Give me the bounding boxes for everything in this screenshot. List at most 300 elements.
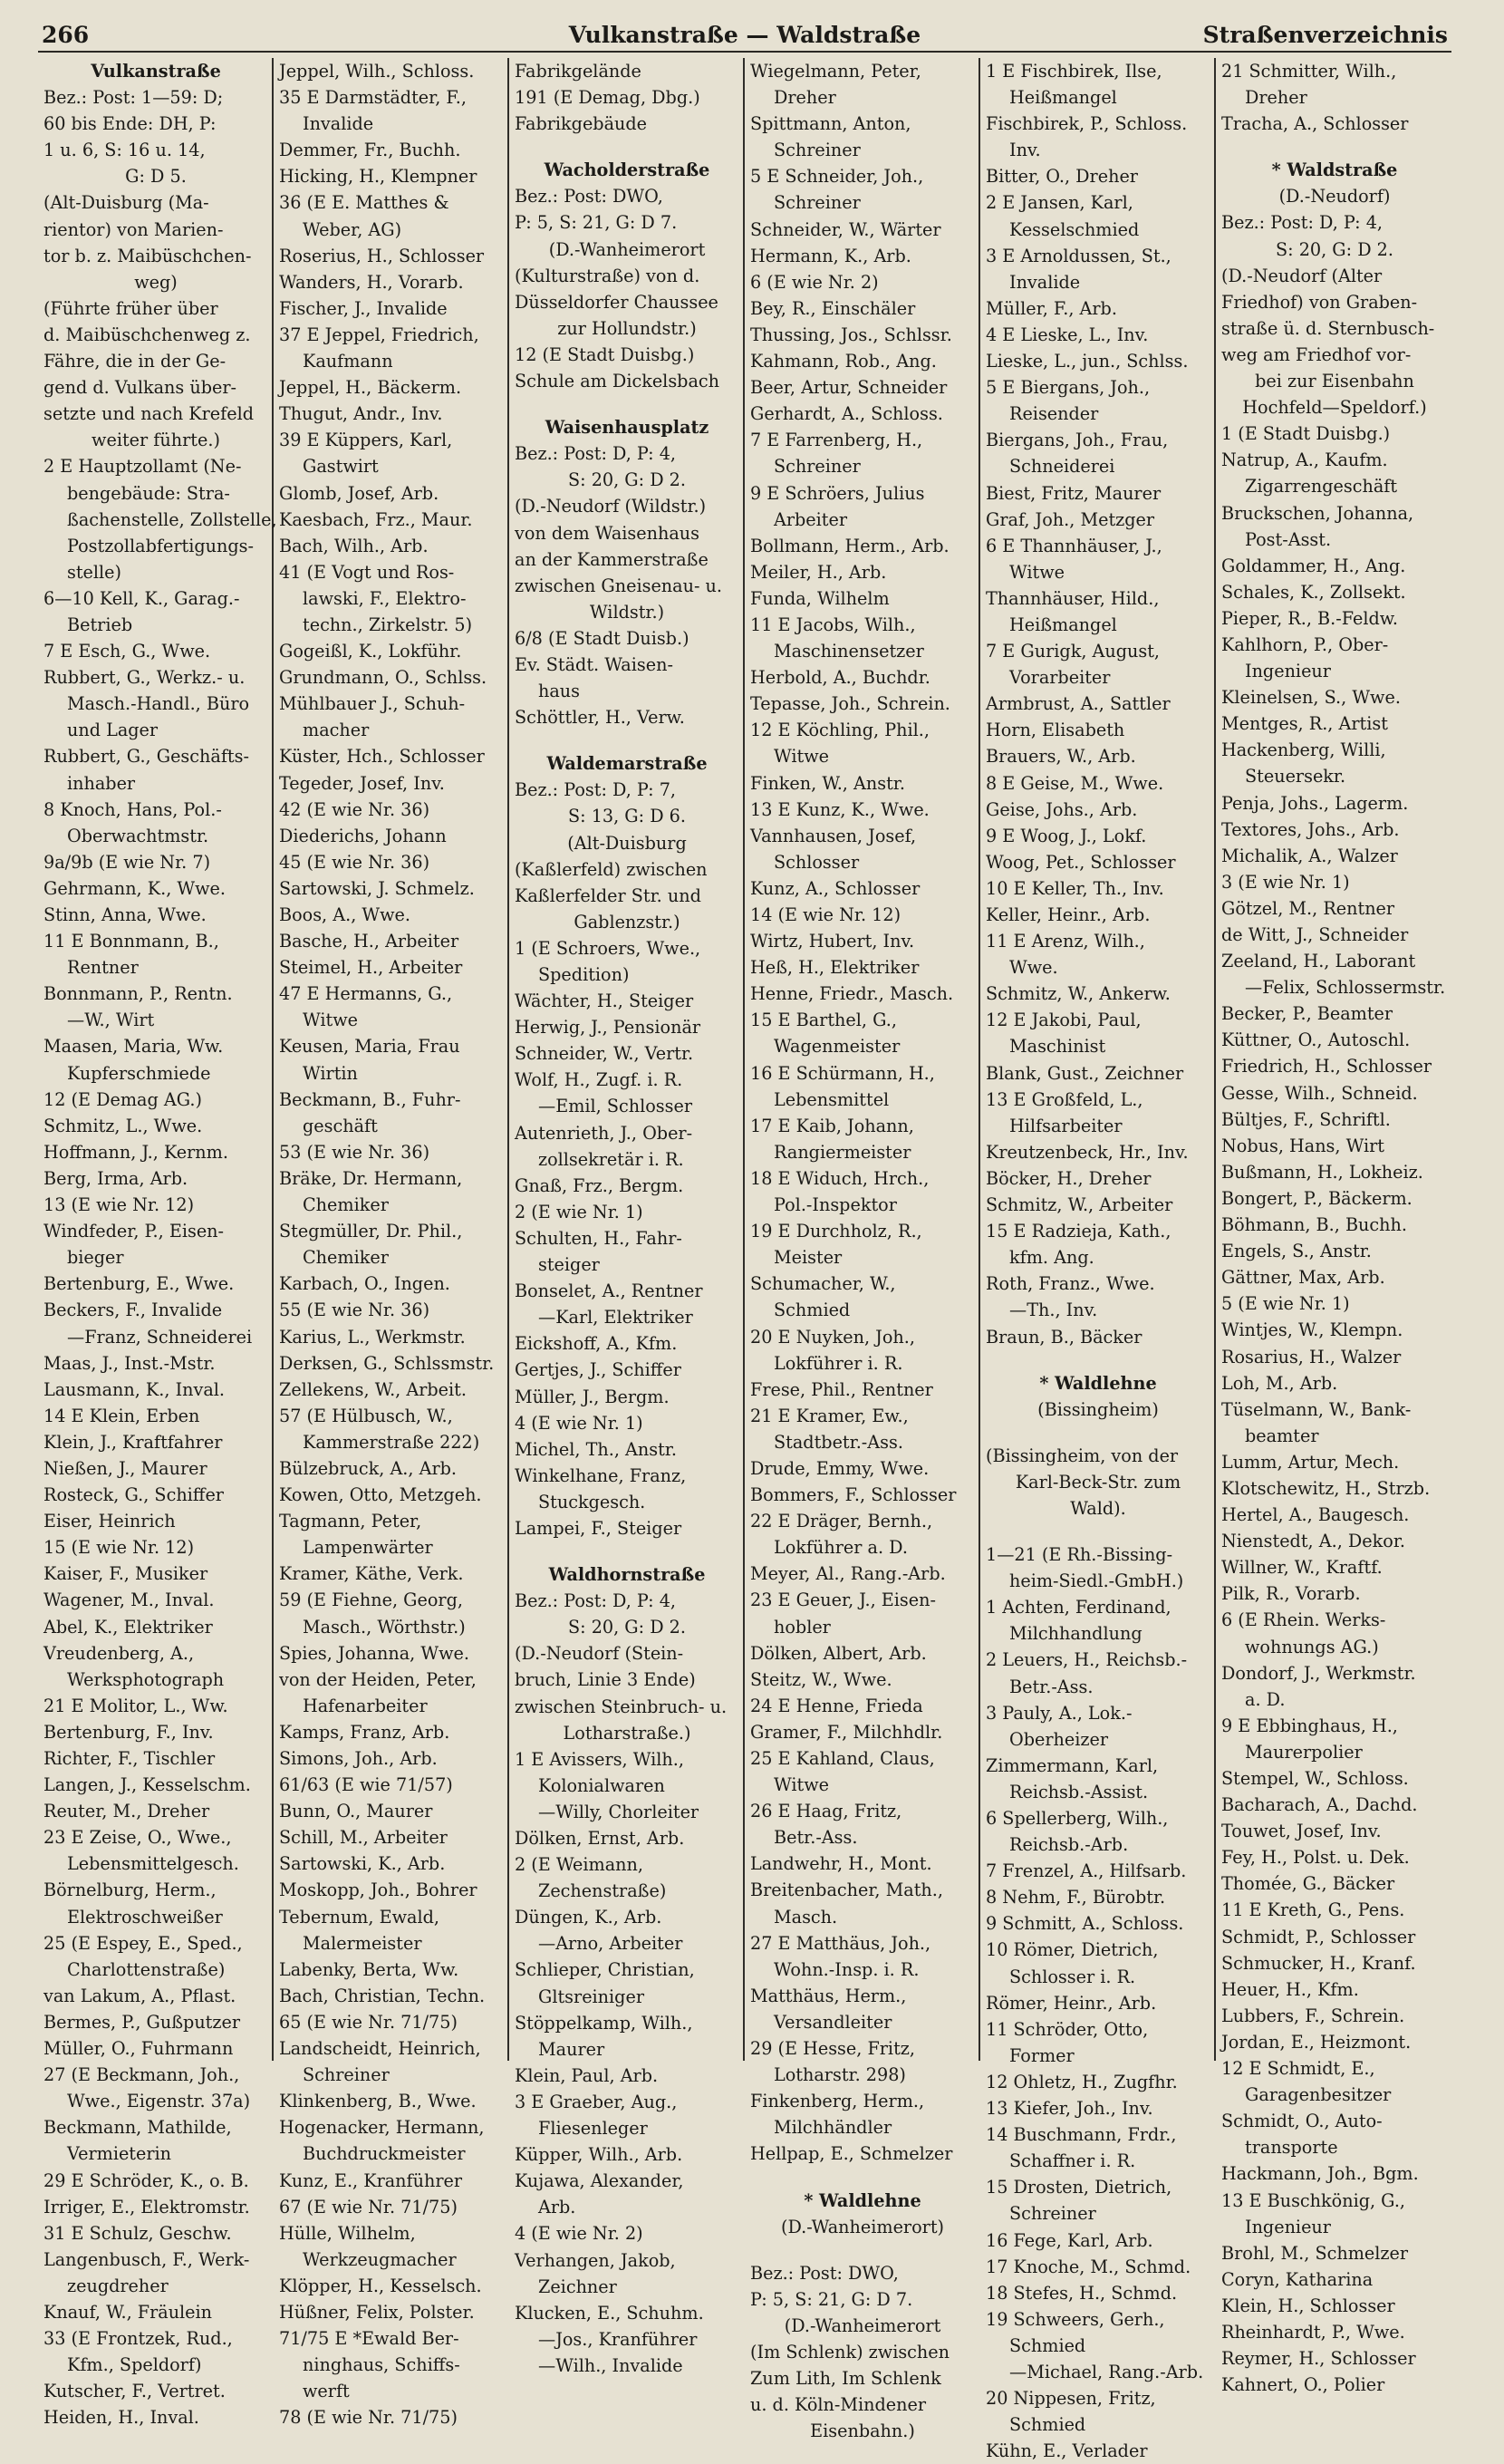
directory-line: Lokführer i. R. — [774, 1352, 903, 1374]
directory-line: 61/63 (E wie 71/57) — [279, 1774, 453, 1796]
directory-line: 10 E Keller, Th., Inv. — [986, 877, 1164, 899]
directory-line: Maschinist — [1009, 1036, 1106, 1058]
directory-line: Witwe — [1009, 561, 1065, 583]
directory-line: 12 E Köchling, Phil., — [750, 720, 930, 741]
directory-line: Finken, W., Anstr. — [750, 772, 905, 794]
directory-line: 1 E Avissers, Wilh., — [515, 1748, 684, 1770]
directory-line: —Michael, Rang.-Arb. — [1009, 2361, 1204, 2382]
directory-line: Penja, Johs., Lagerm. — [1221, 792, 1409, 814]
directory-line: 26 E Haag, Fritz, — [750, 1801, 902, 1822]
directory-line: Glomb, Josef, Arb. — [279, 482, 439, 504]
directory-line: Invalide — [303, 113, 374, 135]
directory-line: (Kaßlerfeld) zwischen — [515, 858, 708, 880]
directory-line: 21 E Molitor, L., Ww. — [43, 1695, 228, 1716]
directory-line: 33 (E Frontzek, Rud., — [43, 2328, 233, 2350]
directory-line: Berg, Irma, Arb. — [43, 1167, 188, 1189]
directory-line: Sartowski, K., Arb. — [279, 1853, 446, 1875]
directory-line: 12 (E Demag AG.) — [43, 1088, 202, 1110]
directory-line: Schreiner — [1009, 2203, 1096, 2225]
directory-line: (D.-Neudorf (Wildstr.) — [515, 496, 707, 517]
directory-line: 5 E Schneider, Joh., — [750, 166, 924, 188]
directory-line: Schmitz, W., Arbeiter — [986, 1194, 1173, 1216]
directory-line: Zigarrengeschäft — [1245, 476, 1398, 498]
directory-line: Arbeiter — [774, 508, 848, 530]
directory-line: Postzollabfertigungs- — [67, 535, 254, 556]
directory-line: Lotharstraße.) — [563, 1722, 691, 1744]
directory-line: Fähre, die in der Ge- — [43, 351, 227, 372]
directory-line: Natrup, A., Kaufm. — [1221, 449, 1388, 471]
directory-line: Bruckschen, Johanna, — [1221, 502, 1414, 524]
directory-line: Küster, Hch., Schlosser — [279, 746, 485, 768]
directory-line: Wintjes, W., Klempn. — [1221, 1319, 1403, 1341]
directory-line: Bräke, Dr. Hermann, — [279, 1167, 463, 1189]
directory-line: Thussing, Jos., Schlssr. — [750, 324, 952, 345]
directory-line: Herbold, A., Buchdr. — [750, 667, 930, 689]
directory-line: Heuer, H., Kfm. — [1221, 1978, 1359, 2000]
directory-line: Steimel, H., Arbeiter — [279, 957, 463, 979]
directory-line: wohnungs AG.) — [1245, 1636, 1379, 1657]
directory-line: Thannhäuser, Hild., — [986, 587, 1160, 609]
directory-line: Touwet, Josef, Inv. — [1221, 1821, 1382, 1842]
directory-line: Masch., Wörthstr.) — [303, 1616, 466, 1638]
directory-line: Werksphotograph — [67, 1668, 225, 1690]
directory-line: Hafenarbeiter — [303, 1695, 428, 1716]
directory-line: Gastwirt — [303, 456, 379, 478]
column-3 — [509, 58, 745, 2376]
directory-line: Garagenbesitzer — [1245, 2084, 1392, 2106]
directory-line: Klinkenberg, B., Wwe. — [279, 2091, 477, 2112]
directory-line: Dondorf, J., Werkmstr. — [1221, 1662, 1416, 1684]
directory-line: Vreudenberg, A., — [43, 1642, 195, 1664]
directory-line: stelle) — [67, 561, 122, 583]
directory-line: Beckmann, Mathilde, — [43, 2117, 232, 2139]
directory-line: S: 20, G: D 2. — [567, 1617, 686, 1638]
directory-line: Winkelhane, Franz, — [515, 1464, 687, 1486]
directory-line: (Führte früher über — [43, 297, 218, 319]
directory-line: Eisenbahn.) — [810, 2421, 915, 2442]
directory-line: 12 E Schmidt, E., — [1221, 2058, 1375, 2080]
directory-line: 3 (E wie Nr. 1) — [1221, 871, 1350, 893]
directory-line: (Bissingheim) — [1037, 1398, 1159, 1420]
directory-line: Finkenberg, Herm., — [750, 2091, 925, 2112]
directory-line: Simons, Joh., Arb. — [279, 1748, 438, 1769]
spacer — [750, 2240, 975, 2260]
directory-line: Lumm, Artur, Mech. — [1221, 1451, 1400, 1473]
directory-line: Kfm., Speldorf) — [67, 2354, 202, 2376]
directory-line: 1 (E Schroers, Wwe., — [515, 937, 701, 959]
directory-line: Maschinensetzer — [774, 641, 924, 662]
directory-line: Hüßner, Felix, Polster. — [279, 2301, 475, 2323]
directory-line: bengebäude: Stra- — [67, 482, 230, 504]
directory-line: Langenbusch, F., Werk- — [43, 2248, 250, 2270]
directory-line: 2 (E Weimann, — [515, 1854, 643, 1876]
directory-line: Kesselschmied — [1009, 218, 1140, 240]
directory-line: Demmer, Fr., Buchh. — [279, 140, 461, 161]
directory-line: Biest, Fritz, Maurer — [986, 482, 1162, 504]
directory-line: 3 Pauly, A., Lok.- — [986, 1702, 1133, 1724]
spacer — [515, 1541, 739, 1561]
directory-line: Bez.: Post: D, P: 4, — [515, 1590, 677, 1612]
directory-line: Michalik, A., Walzer — [1221, 845, 1398, 866]
directory-line: Maurer — [538, 2038, 605, 2060]
directory-line: —W., Wirt — [67, 1010, 155, 1031]
directory-line: Chemiker — [303, 1194, 389, 1216]
directory-line: (Bissingheim, von der — [986, 1445, 1179, 1466]
street-heading: Vulkanstraße — [91, 61, 221, 82]
directory-line: Beer, Artur, Schneider — [750, 377, 948, 399]
directory-line: Thomée, G., Bäcker — [1221, 1873, 1395, 1895]
directory-line: Bongert, P., Bäckerm. — [1221, 1187, 1412, 1209]
directory-line: Stempel, W., Schloss. — [1221, 1768, 1409, 1789]
directory-line: kfm. Ang. — [1009, 1247, 1094, 1269]
directory-line: Gättner, Max, Arb. — [1221, 1267, 1385, 1289]
street-heading: Waldemarstraße — [546, 753, 708, 775]
directory-line: Michel, Th., Anstr. — [515, 1438, 677, 1460]
directory-line: Lieske, L., jun., Schlss. — [986, 351, 1189, 372]
directory-line: 57 (E Hülbusch, W., — [279, 1405, 453, 1426]
directory-line: Ev. Städt. Waisen- — [515, 653, 673, 675]
directory-line: van Lakum, A., Pflast. — [43, 1985, 236, 2006]
directory-line: Reisender — [1009, 403, 1099, 425]
directory-line: 7 Frenzel, A., Hilfsarb. — [986, 1860, 1187, 1882]
street-heading: Waldhornstraße — [548, 1564, 706, 1586]
directory-line: 2 (E wie Nr. 1) — [515, 1201, 643, 1222]
directory-line: Loh, M., Arb. — [1221, 1372, 1338, 1394]
directory-line: (D.-Neudorf) — [1278, 186, 1391, 208]
directory-line: 11 E Bonnmann, B., — [43, 931, 219, 952]
directory-line: 4 E Lieske, L., Inv. — [986, 324, 1149, 345]
directory-line: Irriger, E., Elektromstr. — [43, 2196, 250, 2218]
directory-line: Böcker, H., Dreher — [986, 1167, 1152, 1189]
directory-line: 1 u. 6, S: 16 u. 14, — [43, 140, 206, 161]
directory-line: 18 E Widuch, Hrch., — [750, 1167, 930, 1189]
directory-line: Windfeder, P., Eisen- — [43, 1221, 225, 1242]
directory-line: (D.-Neudorf (Alter — [1221, 265, 1383, 286]
directory-line: Eickshoff, A., Kfm. — [515, 1333, 678, 1355]
directory-line: heim-Siedl.-GmbH.) — [1009, 1570, 1184, 1592]
directory-line: zollsekretär i. R. — [538, 1148, 684, 1170]
directory-line: 59 (E Fiehne, Georg, — [279, 1590, 463, 1611]
directory-line: 8 Nehm, F., Bürobtr. — [986, 1887, 1166, 1908]
page-number: 266 — [42, 22, 90, 48]
directory-line: 47 E Hermanns, G., — [279, 983, 453, 1005]
directory-line: 19 E Durchholz, R., — [750, 1221, 922, 1242]
directory-line: weg am Friedhof vor- — [1221, 343, 1412, 365]
directory-line: Bez.: Post: DWO, — [750, 2262, 899, 2284]
directory-line: Tagmann, Peter, — [279, 1511, 422, 1532]
directory-line: Gramer, F., Milchhdlr. — [750, 1721, 943, 1743]
directory-line: Bez.: Post: D, P: 7, — [515, 779, 677, 801]
directory-line: Bach, Wilh., Arb. — [279, 535, 429, 556]
spacer — [986, 1522, 1210, 1541]
directory-line: Sartowski, J. Schmelz. — [279, 877, 475, 899]
directory-line: (D.-Wanheimerort — [784, 2314, 941, 2336]
directory-line: Pilk, R., Vorarb. — [1221, 1583, 1361, 1605]
directory-line: 11 E Jacobs, Wilh., — [750, 614, 916, 635]
directory-line: Thugut, Andr., Inv. — [279, 403, 443, 425]
directory-line: 9 E Schröers, Julius — [750, 482, 925, 504]
directory-line: Schreiner — [774, 140, 861, 161]
directory-line: Zimmermann, Karl, — [986, 1754, 1159, 1776]
directory-line: Inv. — [1009, 140, 1041, 161]
directory-line: (Kulturstraße) von d. — [515, 265, 700, 286]
section-title: Straßenverzeichnis — [1202, 22, 1448, 48]
directory-line: 23 E Geuer, J., Eisen- — [750, 1590, 936, 1611]
directory-line: geschäft — [303, 1115, 378, 1136]
directory-line: Weber, AG) — [303, 218, 402, 240]
directory-line: Fliesenleger — [538, 2118, 648, 2140]
directory-line: Wagener, M., Inval. — [43, 1590, 215, 1611]
directory-line: Former — [1009, 2044, 1075, 2066]
directory-line: Dreher — [774, 87, 836, 109]
directory-line: 3 E Graeber, Aug., — [515, 2091, 678, 2112]
directory-line: 78 (E wie Nr. 71/75) — [279, 2407, 458, 2429]
directory-line: 20 Nippesen, Fritz, — [986, 2388, 1156, 2410]
directory-line: Heißmangel — [1009, 87, 1117, 109]
directory-line: Bez.: Post: DWO, — [515, 186, 663, 208]
directory-line: Wohn.-Insp. i. R. — [774, 1958, 920, 1980]
directory-line: techn., Zirkelstr. 5) — [303, 614, 473, 635]
directory-line: Steitz, W., Wwe. — [750, 1668, 892, 1690]
directory-line: gend d. Vulkans über- — [43, 377, 237, 399]
directory-line: weg) — [134, 271, 178, 293]
directory-line: Steuersekr. — [1245, 766, 1346, 788]
directory-line: Langen, J., Kesselschm. — [43, 1774, 251, 1796]
directory-line: ßachenstelle, Zollstelle, — [67, 508, 277, 530]
directory-line: rientor) von Marien- — [43, 218, 224, 240]
column-4 — [745, 58, 980, 2442]
directory-line: 14 Buschmann, Frdr., — [986, 2124, 1177, 2146]
directory-line: Nobus, Hans, Wirt — [1221, 1135, 1385, 1156]
directory-line: Hoffmann, J., Kernm. — [43, 1141, 228, 1163]
directory-line: —Th., Inv. — [1009, 1300, 1098, 1321]
directory-line: Schule am Dickelsbach — [515, 371, 719, 392]
directory-line: und Lager — [67, 720, 159, 741]
directory-line: Wwe. — [1009, 957, 1058, 979]
directory-line: Hogenacker, Hermann, — [279, 2117, 485, 2139]
directory-line: Rheinhardt, P., Wwe. — [1221, 2321, 1405, 2343]
directory-line: Klotschewitz, H., Strzb. — [1221, 1477, 1431, 1499]
directory-line: Masch. — [774, 1906, 838, 1928]
directory-line: (D.-Neudorf (Stein- — [515, 1643, 684, 1665]
directory-line: Labenky, Berta, Ww. — [279, 1958, 459, 1980]
directory-line: Vorarbeiter — [1009, 667, 1111, 689]
directory-line: Gltsreiniger — [538, 1986, 644, 2007]
directory-line: Versandleiter — [774, 2011, 892, 2033]
street-heading: * Waldlehne — [804, 2189, 921, 2211]
directory-line: Richter, F., Tischler — [43, 1748, 216, 1769]
directory-line: Wirtin — [303, 1062, 358, 1084]
directory-line: 53 (E wie Nr. 36) — [279, 1141, 430, 1163]
directory-line: Müller, J., Bergm. — [515, 1386, 670, 1407]
directory-line: Buchdruckmeister — [303, 2143, 466, 2165]
directory-line: Bacharach, A., Dachd. — [1221, 1794, 1418, 1816]
directory-line: Schumacher, W., — [750, 1273, 896, 1295]
directory-line: Gerhardt, A., Schloss. — [750, 403, 943, 425]
directory-line: Friedrich, H., Schlosser — [1221, 1056, 1432, 1077]
directory-line: 29 (E Hesse, Fritz, — [750, 2038, 915, 2060]
directory-line: Gertjes, J., Schiffer — [515, 1359, 681, 1381]
directory-line: Woog, Pet., Schlosser — [986, 851, 1176, 873]
directory-line: Nießen, J., Maurer — [43, 1457, 207, 1479]
directory-line: Schneiderei — [1009, 456, 1115, 478]
directory-line: Hackenberg, Willi, — [1221, 739, 1386, 761]
directory-line: ninghaus, Schiffs- — [303, 2354, 460, 2376]
directory-line: 4 (E wie Nr. 2) — [515, 2223, 643, 2245]
column-5 — [980, 58, 1216, 2462]
directory-line: zwischen Gneisenau- u. — [515, 575, 723, 596]
directory-line: P: 5, S: 21, G: D 7. — [515, 212, 678, 234]
directory-line: Schmucker, H., Kranf. — [1221, 1952, 1416, 1974]
directory-line: 10 Römer, Dietrich, — [986, 1939, 1159, 1961]
directory-line: 60 bis Ende: DH, P: — [43, 113, 217, 135]
directory-line: 22 E Dräger, Bernh., — [750, 1511, 933, 1532]
directory-line: 15 Drosten, Dietrich, — [986, 2177, 1172, 2198]
directory-line: Betr.-Ass. — [1009, 1676, 1094, 1697]
directory-line: Vermieterin — [67, 2143, 172, 2165]
directory-line: Gablenzstr.) — [574, 911, 680, 932]
directory-line: Hertel, A., Baugesch. — [1221, 1504, 1410, 1526]
directory-line: 13 E Kunz, K., Wwe. — [750, 798, 930, 820]
directory-line: Biergans, Joh., Frau, — [986, 430, 1169, 451]
directory-line: Tracha, A., Schlosser — [1221, 113, 1409, 135]
directory-line: Dreher — [1245, 87, 1307, 109]
directory-line: (Alt-Duisburg (Ma- — [43, 192, 209, 214]
directory-line: 6—10 Kell, K., Garag.- — [43, 587, 240, 609]
directory-line: Tebernum, Ewald, — [279, 1906, 439, 1928]
directory-line: Lebensmittelgesch. — [67, 1853, 239, 1875]
directory-line: Werkzeugmacher — [303, 2248, 457, 2270]
directory-line: Tepasse, Joh., Schrein. — [750, 693, 950, 715]
directory-line: 13 E Buschkönig, G., — [1221, 2189, 1406, 2211]
directory-line: 6 E Thannhäuser, J., — [986, 535, 1162, 556]
directory-line: inhaber — [67, 772, 136, 794]
page-title: Vulkanstraße — Waldstraße — [568, 22, 921, 48]
directory-line: Verhangen, Jakob, — [515, 2249, 676, 2271]
spacer — [986, 1423, 1210, 1443]
directory-line: Wildstr.) — [589, 601, 665, 623]
directory-line: Mühlbauer J., Schuh- — [279, 693, 466, 715]
directory-line: Wwe., Eigenstr. 37a) — [67, 2091, 251, 2112]
directory-line: Graf, Joh., Metzger — [986, 508, 1155, 530]
directory-line: von dem Waisenhaus — [515, 522, 699, 544]
street-heading: * Waldlehne — [1039, 1372, 1157, 1394]
directory-line: 17 E Kaib, Johann, — [750, 1115, 914, 1136]
directory-line: Kunz, E., Kranführer — [279, 2169, 463, 2191]
directory-line: Grundmann, O., Schlss. — [279, 667, 487, 689]
directory-line: Funda, Wilhelm — [750, 587, 890, 609]
directory-line: 18 Stefes, H., Schmd. — [986, 2282, 1178, 2304]
directory-line: Brauers, W., Arb. — [986, 746, 1136, 768]
directory-line: Kupferschmiede — [67, 1062, 211, 1084]
directory-line: Pieper, R., B.-Feldw. — [1221, 607, 1399, 629]
directory-line: Schill, M., Arbeiter — [279, 1827, 448, 1849]
directory-line: Milchhandlung — [1009, 1623, 1142, 1645]
directory-line: Oberheizer — [1009, 1728, 1109, 1750]
directory-line: 14 E Klein, Erben — [43, 1405, 200, 1426]
directory-line: 8 E Geise, M., Wwe. — [986, 772, 1164, 794]
directory-line: 6 (E wie Nr. 2) — [750, 271, 879, 293]
directory-line: Zum Lith, Im Schlenk — [750, 2368, 941, 2390]
directory-line: S: 13, G: D 6. — [567, 806, 686, 827]
directory-line: Moskopp, Joh., Bohrer — [279, 1879, 477, 1901]
directory-line: Wächter, H., Steiger — [515, 990, 694, 1012]
directory-line: 5 E Biergans, Joh., — [986, 377, 1151, 399]
directory-line: zeugdreher — [67, 2275, 169, 2296]
directory-line: Textores, Johs., Arb. — [1221, 818, 1400, 840]
directory-line: 71/75 E *Ewald Ber- — [279, 2328, 459, 2350]
directory-line: —Willy, Chorleiter — [538, 1801, 699, 1822]
directory-line: Bitter, O., Dreher — [986, 166, 1138, 188]
directory-line: Klein, Paul, Arb. — [515, 2064, 659, 2086]
directory-line: 12 (E Stadt Duisbg.) — [515, 343, 695, 365]
directory-line: Wagenmeister — [774, 1036, 901, 1058]
directory-line: weiter führte.) — [92, 430, 220, 451]
directory-line: Kowen, Otto, Metzgeh. — [279, 1484, 482, 1506]
directory-line: Meister — [774, 1247, 843, 1269]
directory-line: von der Heiden, Peter, — [279, 1668, 477, 1690]
directory-line: Bermes, P., Gußputzer — [43, 2011, 241, 2033]
directory-line: Frese, Phil., Rentner — [750, 1378, 933, 1400]
directory-line: Bonnmann, P., Rentn. — [43, 983, 233, 1005]
directory-line: tor b. z. Maibüschchen- — [43, 245, 252, 266]
directory-line: Schreiner — [774, 456, 861, 478]
directory-line: —Arno, Arbeiter — [538, 1933, 683, 1955]
directory-line: (Alt-Duisburg — [567, 832, 687, 854]
spacer — [515, 730, 739, 750]
directory-line: Rangiermeister — [774, 1141, 911, 1163]
directory-line: 21 Schmitter, Wilh., — [1221, 61, 1397, 82]
spacer — [515, 394, 739, 414]
directory-line: Arb. — [538, 2197, 576, 2218]
directory-line: Betrieb — [67, 614, 133, 635]
directory-line: Schales, K., Zollsekt. — [1221, 581, 1406, 603]
directory-line: Hochfeld—Speldorf.) — [1242, 397, 1427, 419]
directory-line: hobler — [774, 1616, 831, 1638]
directory-line: Jeppel, H., Bäckerm. — [279, 377, 462, 399]
directory-line: Bußmann, H., Lokheiz. — [1221, 1161, 1423, 1183]
directory-line: 13 E Großfeld, L., — [986, 1088, 1143, 1110]
directory-line: Kramer, Käthe, Verk. — [279, 1563, 464, 1585]
directory-line: Müller, O., Fuhrmann — [43, 2038, 234, 2060]
directory-line: —Emil, Schlosser — [538, 1096, 693, 1117]
directory-line: 15 E Radzieja, Kath., — [986, 1221, 1171, 1242]
directory-line: Küttner, O., Autoschl. — [1221, 1029, 1411, 1051]
directory-line: Post-Asst. — [1245, 528, 1332, 550]
street-heading: Waisenhausplatz — [545, 417, 709, 439]
directory-line: (Im Schlenk) zwischen — [750, 2341, 950, 2363]
page-header — [38, 20, 1451, 53]
directory-line: Roserius, H., Schlosser — [279, 245, 485, 266]
directory-line: 20 E Nuyken, Joh., — [750, 1326, 915, 1348]
directory-line: Zeichner — [538, 2276, 617, 2297]
directory-line: 9 Schmitt, A., Schloss. — [986, 1913, 1184, 1935]
directory-line: 6 (E Rhein. Werks- — [1221, 1609, 1386, 1631]
directory-line: Rosteck, G., Schiffer — [43, 1484, 224, 1506]
directory-line: 11 E Kreth, G., Pens. — [1221, 1899, 1405, 1921]
directory-line: Henne, Friedr., Masch. — [750, 983, 954, 1005]
directory-line: Landscheidt, Heinrich, — [279, 2038, 481, 2060]
directory-line: Heß, H., Elektriker — [750, 957, 920, 979]
directory-line: Lotharstr. 298) — [774, 2064, 906, 2086]
directory-line: Meyer, Al., Rang.-Arb. — [750, 1563, 946, 1585]
directory-line: Betr.-Ass. — [774, 1827, 858, 1849]
directory-line: Hermann, K., Arb. — [750, 245, 911, 266]
directory-line: Abel, K., Elektriker — [43, 1616, 213, 1638]
directory-line: Fischer, J., Invalide — [279, 297, 448, 319]
directory-line: Kammerstraße 222) — [303, 1431, 480, 1453]
directory-line: 31 E Schulz, Geschw. — [43, 2222, 232, 2244]
